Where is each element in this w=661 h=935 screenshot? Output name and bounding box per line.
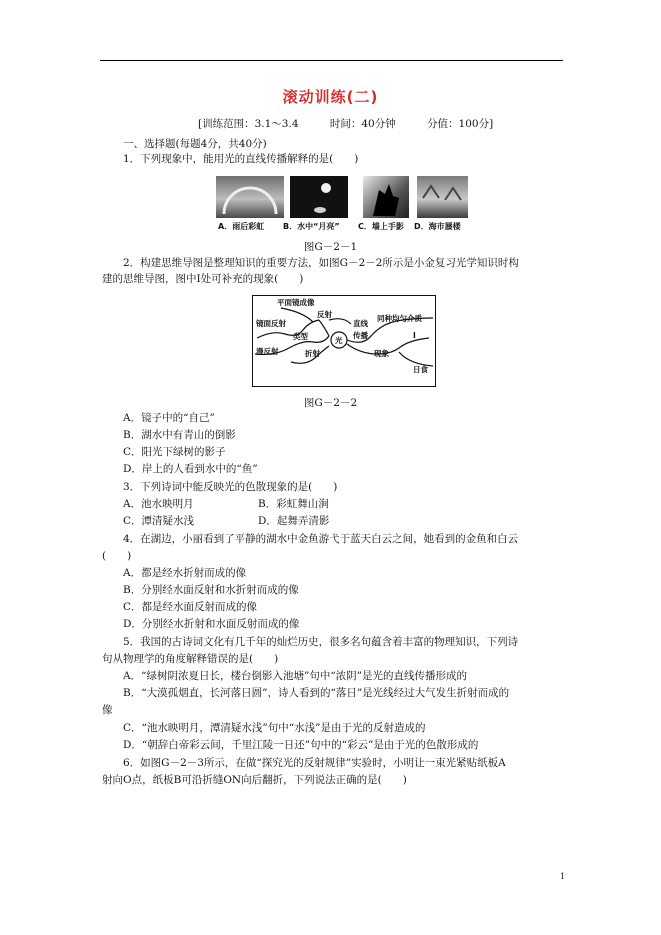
moon-in-water-photo: [290, 176, 348, 218]
mind-eclipse: 日食: [413, 365, 428, 374]
q4-option-c: C．都是经水面反射而成的像: [123, 601, 258, 613]
mind-refraction: 折射: [305, 349, 320, 358]
header-rule: [100, 60, 563, 61]
figure-caption-g21: 图G－2－1: [303, 241, 358, 253]
q2-stem-line1: 2．构建思维导图是整理知识的重要方法，如图G－2－2所示是小金复习光学知识时构: [123, 257, 519, 269]
q2-option-c: C．阳光下绿树的影子: [123, 446, 226, 458]
mind-medium: 同种均匀介质: [377, 314, 422, 323]
exercise-meta: [198, 117, 493, 131]
mind-reflection: 反射: [317, 310, 332, 319]
mind-mirror-reflection: 镜面反射: [256, 319, 286, 328]
mind-roman-one: Ⅰ: [413, 331, 416, 340]
rainbow-photo: [216, 176, 284, 218]
mind-light: 光: [335, 336, 343, 345]
mind-propagation: 传播: [353, 331, 368, 340]
q1-caption-a: A．雨后彩虹: [218, 222, 265, 231]
q5-stem-line1: 5．我国的古诗词文化有几千年的灿烂历史，很多名句蕴含着丰富的物理知识，下列诗: [123, 636, 519, 648]
q6-stem-line1: 6．如图G－2－3所示，在做“探究光的反射规律”实验时，小明让一束光紧贴纸板A: [123, 757, 506, 769]
page-title: 滚动训练(二): [282, 88, 379, 106]
q1-stem: 1．下列现象中，能用光的直线传播解释的是( ): [123, 153, 359, 165]
hand-shadow-photo: [363, 176, 409, 218]
q3-option-a: A．池水映明月: [123, 498, 194, 510]
meta-range: [训练范围：3.1～3.4: [198, 118, 299, 130]
meta-score: 分值：100分]: [427, 118, 494, 130]
mind-plane-mirror: 平面镜成像: [277, 298, 315, 307]
q4-stem-line2: ( ): [102, 550, 132, 562]
q4-option-d: D．分别经水折射和水面反射而成的像: [123, 618, 300, 630]
mind-straight: 直线: [353, 319, 368, 328]
q4-option-b: B．分别经水面反射和水折射而成的像: [123, 584, 299, 596]
q2-option-b: B．湖水中有青山的倒影: [123, 429, 236, 441]
q5-option-c: C．“池水映明月，潭清疑水浅”句中“水浅”是由于光的反射造成的: [123, 722, 426, 734]
q6-stem-line2: 射向O点，纸板B可沿折缝ON向后翻折，下列说法正确的是( ): [102, 774, 407, 786]
q5-option-d: D．“朝辞白帝彩云间，千里江陵一日还”句中的“彩云”是由于光的色散形成的: [123, 739, 479, 751]
q3-option-d: D．起舞弄清影: [258, 515, 330, 527]
q1-caption-b: B．水中“月亮”: [283, 222, 340, 231]
q5-option-b-line2: 像: [102, 704, 113, 716]
mind-map-lines: [253, 296, 435, 386]
q3-option-b: B．彩虹舞山涧: [258, 498, 329, 510]
q4-option-a: A．都是经水折射而成的像: [123, 567, 247, 579]
q4-stem-line1: 4．在湖边，小丽看到了平静的湖水中金鱼游弋于蓝天白云之间，她看到的金鱼和白云: [123, 533, 519, 545]
mind-type: 类型: [293, 332, 308, 341]
q1-photo-strip: [216, 176, 468, 234]
q1-caption-c: C．墙上手影: [358, 222, 404, 231]
section-heading: 一、选择题(每题4分，共40分): [123, 138, 267, 150]
q5-option-b-line1: B．“大漠孤烟直，长河落日圆”，诗人看到的“落日”是光线经过大气发生折射而成的: [123, 687, 510, 699]
q5-option-a: A．“绿树阴浓夏日长，楼台倒影入池塘”句中“浓阴”是光的直线传播形成的: [123, 670, 468, 682]
q3-stem: 3．下列诗词中能反映光的色散现象的是( ): [123, 481, 338, 493]
q2-stem-line2: 建的思维导图，图中Ⅰ处可补充的现象( ): [102, 273, 304, 285]
q1-caption-d: D．海市蜃楼: [414, 222, 461, 231]
q5-stem-line2: 句从物理学的角度解释错误的是( ): [102, 653, 279, 665]
q2-option-d: D．岸上的人看到水中的“鱼”: [123, 463, 258, 475]
mind-diffuse-reflection: 漫反射: [256, 347, 279, 356]
q3-option-c: C．潭清疑水浅: [123, 515, 195, 527]
mirage-photo: [417, 176, 468, 218]
mind-map-diagram: [252, 295, 436, 387]
page-number: 1: [560, 872, 566, 881]
q2-option-a: A．镜子中的“自己”: [123, 412, 215, 424]
meta-time: 时间：40分钟: [329, 118, 396, 130]
mind-phenomena: 现象: [374, 349, 389, 358]
figure-caption-g22: 图G－2－2: [303, 397, 358, 409]
